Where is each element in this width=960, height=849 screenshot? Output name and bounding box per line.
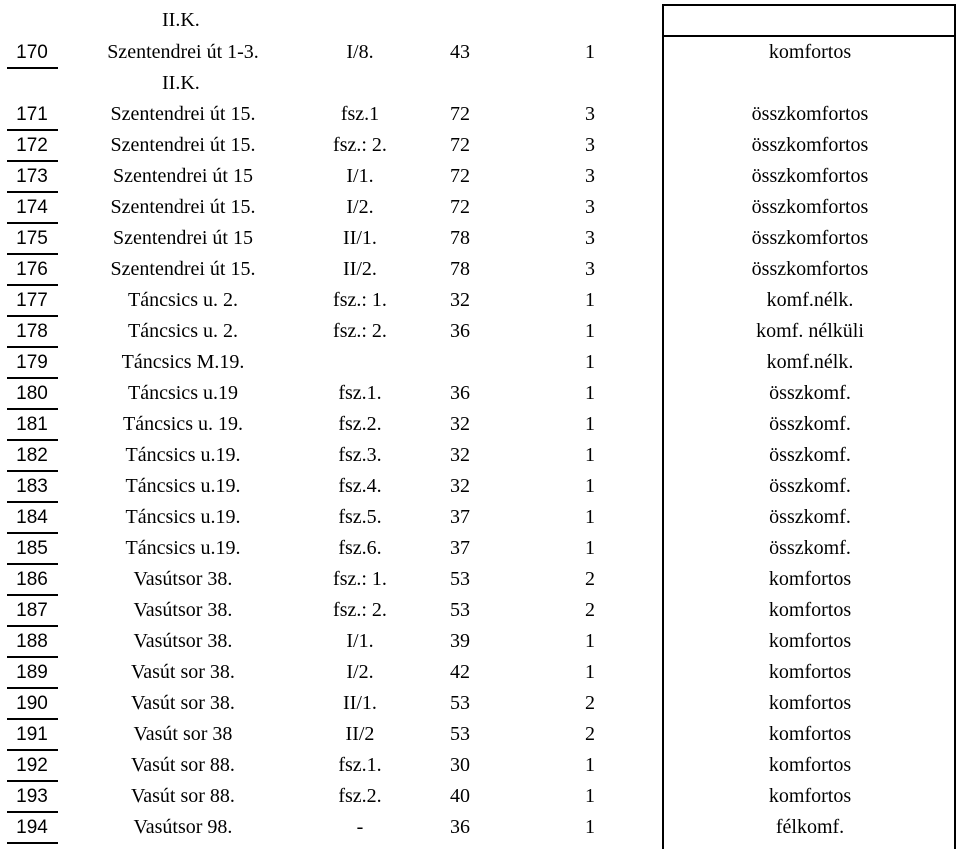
area-cell: 30 (450, 754, 470, 776)
table-row (0, 409, 960, 440)
address-cell: Vasútsor 38. (133, 630, 233, 652)
rooms-cell: 1 (585, 444, 595, 466)
rooms-cell: 2 (585, 692, 595, 714)
address-cell: Szentendrei út 15. (110, 196, 256, 218)
table-row (0, 440, 960, 471)
address-cell: Szentendrei út 15. (110, 103, 256, 125)
comfort-level-cell: összkomf. (769, 537, 851, 559)
comfort-level-cell: összkomfortos (751, 103, 869, 125)
table-row (0, 223, 960, 254)
comfort-level-cell: összkomf. (769, 444, 851, 466)
table-row (0, 285, 960, 316)
comfort-level-cell: összkomfortos (751, 165, 869, 187)
comfort-column-top-border (662, 4, 956, 6)
area-cell: 37 (450, 537, 470, 559)
comfort-column-right-border (954, 4, 956, 849)
rooms-cell: 1 (585, 289, 595, 311)
address-cell: Táncsics u. 19. (123, 413, 243, 435)
row-number-cell: 173 (16, 166, 48, 187)
table-row (0, 750, 960, 781)
floor-cell: II/2. (343, 258, 377, 280)
floor-cell: - (356, 816, 364, 838)
row-number-cell: 187 (16, 600, 48, 621)
comfort-column-header-line (662, 35, 956, 37)
address-cell: Vasút sor 88. (131, 785, 235, 807)
table-row (0, 812, 960, 843)
rooms-cell: 1 (585, 630, 595, 652)
row-number-cell: 174 (16, 197, 48, 218)
floor-cell: I/2. (346, 196, 374, 218)
floor-cell: fsz.: 1. (333, 568, 387, 590)
table-row (0, 471, 960, 502)
address-cell: Vasút sor 38. (131, 661, 235, 683)
rooms-cell: 2 (585, 723, 595, 745)
floor-cell: fsz.2. (338, 785, 382, 807)
rooms-cell: 1 (585, 816, 595, 838)
address-cell: Táncsics u. 2. (128, 289, 238, 311)
address-cell: Szentendrei út 15. (110, 134, 256, 156)
floor-cell: fsz.3. (338, 444, 382, 466)
row-number-cell: 176 (16, 259, 48, 280)
comfort-level-cell: komf.nélk. (766, 351, 854, 373)
area-cell: 32 (450, 289, 470, 311)
area-cell (430, 347, 490, 378)
floor-cell: fsz.1 (340, 103, 380, 125)
rooms-cell: 3 (585, 227, 595, 249)
row-number-cell: 178 (16, 321, 48, 342)
floor-cell: II/2 (345, 723, 375, 745)
row-number-cell: 185 (16, 538, 48, 559)
comfort-level-cell: összkomfortos (751, 196, 869, 218)
comfort-level-cell: összkomf. (769, 506, 851, 528)
rooms-cell: 1 (585, 475, 595, 497)
floor-cell: fsz.: 2. (333, 134, 387, 156)
area-cell: 39 (450, 630, 470, 652)
table-row (0, 192, 960, 223)
rooms-cell: 1 (585, 382, 595, 404)
row-number-cell: 188 (16, 631, 48, 652)
comfort-level-cell: komfortos (768, 692, 852, 714)
address-continuation-top: II.K. (162, 9, 200, 31)
table-row (0, 781, 960, 812)
row-number-cell: 193 (16, 786, 48, 807)
floor-cell: fsz.: 2. (333, 599, 387, 621)
address-cell: Vasút sor 38 (133, 723, 233, 745)
rooms-cell: 1 (585, 506, 595, 528)
address-continuation: II.K. (162, 72, 200, 94)
address-cell: Szentendrei út 15 (113, 165, 253, 187)
floor-cell: fsz.5. (338, 506, 382, 528)
address-cell: Vasút sor 38. (131, 692, 235, 714)
floor-cell: fsz.: 2. (333, 320, 387, 342)
address-cell: Táncsics u. 2. (128, 320, 238, 342)
comfort-level-cell: komfortos (768, 754, 852, 776)
row-number-cell: 181 (16, 414, 48, 435)
row-number-cell: 177 (16, 290, 48, 311)
rooms-cell: 1 (585, 351, 595, 373)
row-number-cell: 186 (16, 569, 48, 590)
table-row (0, 99, 960, 130)
address-cell: Táncsics u.19. (125, 506, 241, 528)
table-row (0, 533, 960, 564)
comfort-level-cell: komfortos (768, 661, 852, 683)
comfort-level-cell: komfortos (768, 630, 852, 652)
comfort-level-cell: komfortos (768, 568, 852, 590)
table-row (0, 161, 960, 192)
comfort-level-cell: összkomfortos (751, 134, 869, 156)
comfort-column-left-border (662, 4, 664, 849)
table-row (0, 502, 960, 533)
row-number-cell: 179 (16, 352, 48, 373)
floor-cell: II/1. (343, 692, 377, 714)
table-row (0, 719, 960, 750)
floor-cell: fsz.: 1. (333, 289, 387, 311)
table-row (0, 688, 960, 719)
floor-cell: I/1. (346, 165, 374, 187)
floor-cell (300, 347, 420, 378)
rooms-cell: 1 (585, 413, 595, 435)
area-cell: 53 (450, 599, 470, 621)
row-number-cell: 180 (16, 383, 48, 404)
address-cell: Vasútsor 38. (133, 568, 233, 590)
row-number-cell: 184 (16, 507, 48, 528)
comfort-level-cell: összkomf. (769, 413, 851, 435)
address-cell: Táncsics u.19 (128, 382, 238, 404)
area-cell: 42 (450, 661, 470, 683)
row-number-cell: 191 (16, 724, 48, 745)
rooms-cell: 1 (585, 785, 595, 807)
row-number-cell: 170 (16, 42, 48, 63)
area-cell: 32 (450, 444, 470, 466)
area-cell: 36 (450, 382, 470, 404)
comfort-level-cell: összkomfortos (751, 227, 869, 249)
area-cell: 72 (450, 196, 470, 218)
address-cell: Szentendrei út 15 (113, 227, 253, 249)
floor-cell: fsz.6. (338, 537, 382, 559)
area-cell: 40 (450, 785, 470, 807)
row-number-cell: 189 (16, 662, 48, 683)
area-cell: 78 (450, 227, 470, 249)
address-cell: Szentendrei út 1-3. (107, 41, 259, 63)
row-number-cell: 183 (16, 476, 48, 497)
area-cell: 78 (450, 258, 470, 280)
address-cell: Táncsics u.19. (125, 537, 241, 559)
comfort-level-cell: összkomf. (769, 382, 851, 404)
rooms-cell: 3 (585, 258, 595, 280)
table-row (0, 37, 960, 68)
floor-cell: II/1. (343, 227, 377, 249)
floor-cell: fsz.4. (338, 475, 382, 497)
row-number-cell: 171 (16, 104, 48, 125)
area-cell: 32 (450, 475, 470, 497)
row-number-cell: 175 (16, 228, 48, 249)
table-row (0, 626, 960, 657)
row-number-cell: 194 (16, 817, 48, 838)
table-row (0, 316, 960, 347)
area-cell: 36 (450, 816, 470, 838)
comfort-level-cell: komf.nélk. (766, 289, 854, 311)
rooms-cell: 3 (585, 103, 595, 125)
area-cell: 53 (450, 692, 470, 714)
address-cell: Táncsics M.19. (121, 351, 245, 373)
rooms-cell: 1 (585, 320, 595, 342)
area-cell: 53 (450, 723, 470, 745)
address-cell: Szentendrei út 15. (110, 258, 256, 280)
area-cell: 43 (450, 41, 470, 63)
area-cell: 37 (450, 506, 470, 528)
row-number-cell: 190 (16, 693, 48, 714)
row-number-cell: 192 (16, 755, 48, 776)
row-number-underline (7, 67, 58, 69)
comfort-level-cell: félkomf. (775, 816, 845, 838)
rooms-cell: 1 (585, 41, 595, 63)
rooms-cell: 3 (585, 196, 595, 218)
rooms-cell: 1 (585, 661, 595, 683)
rooms-cell: 2 (585, 599, 595, 621)
floor-cell: I/2. (346, 661, 374, 683)
row-number-underline (7, 842, 58, 844)
area-cell: 32 (450, 413, 470, 435)
comfort-level-cell: komfortos (768, 41, 852, 63)
area-cell: 53 (450, 568, 470, 590)
area-cell: 72 (450, 103, 470, 125)
address-cell: Táncsics u.19. (125, 475, 241, 497)
address-cell: Táncsics u.19. (125, 444, 241, 466)
table-row (0, 347, 960, 378)
table-row (0, 657, 960, 688)
address-cell: Vasút sor 88. (131, 754, 235, 776)
comfort-level-cell: komfortos (768, 723, 852, 745)
rooms-cell: 1 (585, 537, 595, 559)
comfort-level-cell: komf. nélküli (756, 320, 864, 342)
table-row (0, 130, 960, 161)
rooms-cell: 2 (585, 568, 595, 590)
comfort-level-cell: komfortos (768, 599, 852, 621)
table-row (0, 254, 960, 285)
row-number-cell: 172 (16, 135, 48, 156)
floor-cell: I/8. (346, 41, 374, 63)
area-cell: 36 (450, 320, 470, 342)
table-row (0, 378, 960, 409)
address-cell: Vasútsor 98. (133, 816, 233, 838)
address-cell: Vasútsor 38. (133, 599, 233, 621)
table-row (0, 595, 960, 626)
area-cell: 72 (450, 134, 470, 156)
floor-cell: I/1. (346, 630, 374, 652)
floor-cell: fsz.1. (338, 754, 382, 776)
rooms-cell: 3 (585, 134, 595, 156)
rooms-cell: 3 (585, 165, 595, 187)
area-cell: 72 (450, 165, 470, 187)
comfort-level-cell: összkomf. (769, 475, 851, 497)
comfort-level-cell: komfortos (768, 785, 852, 807)
floor-cell: fsz.2. (338, 413, 382, 435)
row-number-cell: 182 (16, 445, 48, 466)
table-row (0, 564, 960, 595)
rooms-cell: 1 (585, 754, 595, 776)
comfort-level-cell: összkomfortos (751, 258, 869, 280)
floor-cell: fsz.1. (338, 382, 382, 404)
